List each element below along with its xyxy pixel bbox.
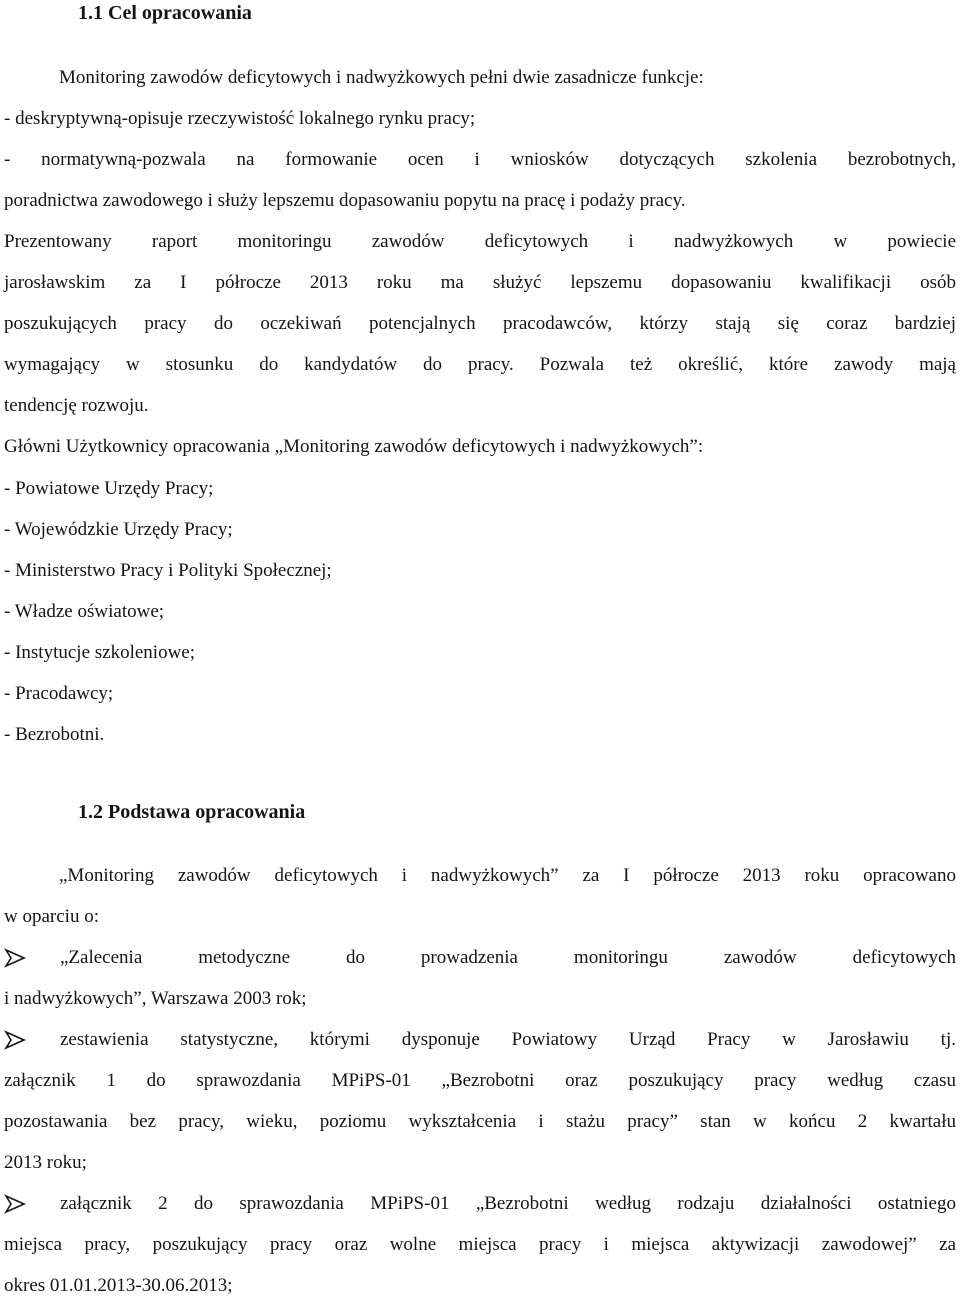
paragraph-line: tendencję rozwoju. [4, 395, 149, 416]
list-item: - deskryptywną-opisuje rzeczywistość lokalnego rynku pracy; [4, 108, 476, 129]
paragraph-line: Główni Użytkownicy opracowania „Monitoring zawodów deficytowych i nadwyżkowych”: [4, 436, 704, 457]
list-item: - Pracodawcy; [4, 683, 114, 704]
list-item: - normatywną-pozwala na formowanie ocen i wniosków dotyczących szkolenia bezrobotnych, [4, 149, 956, 170]
list-item: - Wojewódzkie Urzędy Pracy; [4, 519, 233, 540]
bullet-continuation: miejsca pracy, poszukujący pracy oraz wolne miejsca pracy i miejsca aktywizacji zawodowej” za [4, 1234, 956, 1255]
paragraph-line: „Monitoring zawodów deficytowych i nadwyżkowych” za I półrocze 2013 roku opracowano [59, 865, 956, 886]
list-item: - Władze oświatowe; [4, 601, 165, 622]
list-item: - Ministerstwo Pracy i Polityki Społecznej; [4, 560, 332, 581]
paragraph-line: jarosławskim za I półrocze 2013 roku ma służyć lepszemu dopasowaniu kwalifikacji osób [4, 272, 956, 293]
paragraph-line: w oparciu o: [4, 906, 99, 927]
bullet-continuation: załącznik 1 do sprawozdania MPiPS-01 „Bezrobotni oraz poszukujący pracy według czasu [4, 1070, 956, 1091]
paragraph-line: Prezentowany raport monitoringu zawodów deficytowych i nadwyżkowych w powiecie [4, 231, 956, 252]
bullet-continuation: okres 01.01.2013-30.06.2013; [4, 1275, 233, 1296]
arrowhead-bullet-icon [4, 1191, 26, 1217]
bullet-text: załącznik 2 do sprawozdania MPiPS-01 „Bezrobotni według rodzaju działalności ostatniego [60, 1193, 956, 1214]
list-item: - Instytucje szkoleniowe; [4, 642, 196, 663]
paragraph-line: wymagający w stosunku do kandydatów do pracy. Pozwala też określić, które zawody mają [4, 354, 956, 375]
arrowhead-bullet-icon [4, 1027, 26, 1053]
section-heading-podstawa: 1.2 Podstawa opracowania [78, 801, 306, 823]
paragraph-line: poradnictwa zawodowego i służy lepszemu dopasowaniu popytu na pracę i podaży pracy. [4, 190, 686, 211]
bullet-continuation: pozostawania bez pracy, wieku, poziomu wykształcenia i stażu pracy” stan w końcu 2 kwartału [4, 1111, 956, 1132]
list-item: - Powiatowe Urzędy Pracy; [4, 478, 214, 499]
section-heading-cel: 1.1 Cel opracowania [78, 2, 252, 24]
bullet-continuation: i nadwyżkowych”, Warszawa 2003 rok; [4, 988, 307, 1009]
list-item: - Bezrobotni. [4, 724, 105, 745]
bullet-text: „Zalecenia metodyczne do prowadzenia monitoringu zawodów deficytowych [60, 947, 956, 968]
paragraph-line: Monitoring zawodów deficytowych i nadwyżkowych pełni dwie zasadnicze funkcje: [59, 67, 704, 88]
arrowhead-bullet-icon [4, 945, 26, 971]
bullet-text: zestawienia statystyczne, którymi dysponuje Powiatowy Urząd Pracy w Jarosławiu tj. [60, 1029, 956, 1050]
paragraph-line: poszukujących pracy do oczekiwań potencjalnych pracodawców, którzy stają się coraz bardziej [4, 313, 956, 334]
bullet-continuation: 2013 roku; [4, 1152, 87, 1173]
